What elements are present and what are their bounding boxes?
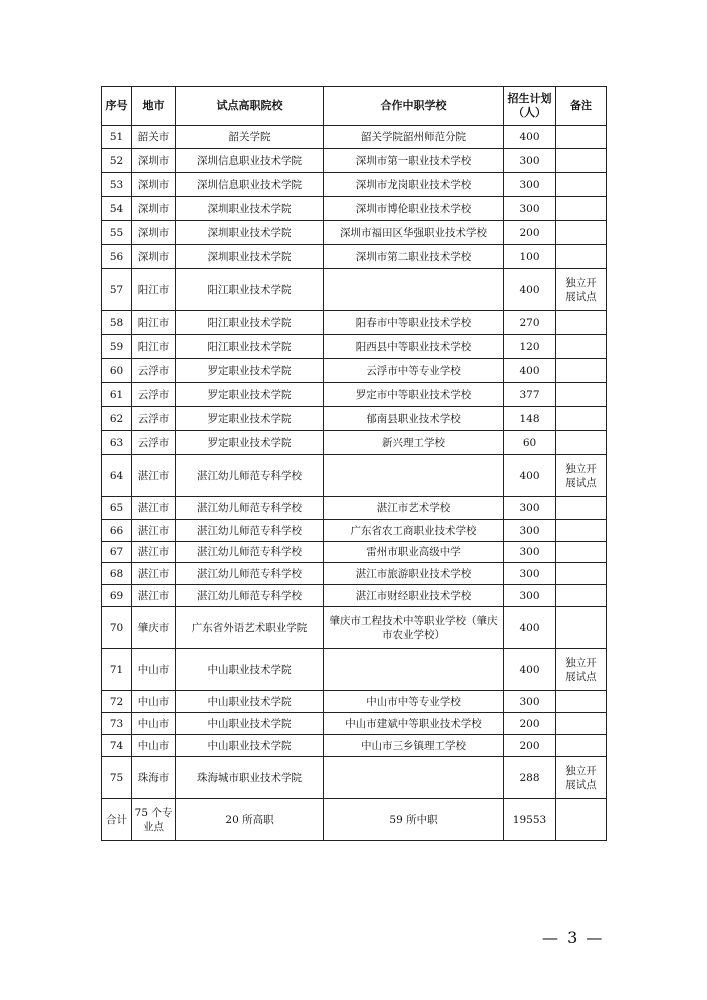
cell-partner: 中山市建斌中等职业技术学校 bbox=[324, 713, 504, 735]
cell-college: 深圳职业技术学院 bbox=[176, 245, 324, 269]
cell-plan: 300 bbox=[504, 173, 556, 197]
cell-plan: 200 bbox=[504, 735, 556, 757]
table-row bbox=[102, 542, 607, 563]
table-row bbox=[102, 359, 607, 383]
cell-college: 湛江幼儿师范专科学校 bbox=[176, 542, 324, 563]
cell-partner: 雷州市职业高级中学 bbox=[324, 542, 504, 563]
cell-city: 深圳市 bbox=[132, 197, 176, 221]
page-number: — 3 — bbox=[542, 928, 605, 947]
cell-partner bbox=[324, 649, 504, 691]
cell-city: 珠海市 bbox=[132, 757, 176, 799]
cell-partner: 韶关学院韶州师范分院 bbox=[324, 126, 504, 149]
cell-partner: 深圳市第一职业技术学校 bbox=[324, 149, 504, 173]
cell-city: 中山市 bbox=[132, 713, 176, 735]
cell-seq: 75 bbox=[102, 757, 132, 799]
cell-college: 罗定职业技术学院 bbox=[176, 359, 324, 383]
cell-plan: 120 bbox=[504, 335, 556, 359]
cell-note bbox=[556, 335, 607, 359]
cell-seq: 69 bbox=[102, 585, 132, 607]
cell-plan: 270 bbox=[504, 311, 556, 335]
cell-college: 深圳信息职业技术学院 bbox=[176, 149, 324, 173]
cell-seq: 74 bbox=[102, 735, 132, 757]
cell-plan: 400 bbox=[504, 455, 556, 497]
cell-note bbox=[556, 497, 607, 520]
cell-city: 湛江市 bbox=[132, 585, 176, 607]
cell-college: 深圳信息职业技术学院 bbox=[176, 173, 324, 197]
cell-note bbox=[556, 383, 607, 407]
cell-note bbox=[556, 407, 607, 431]
total-colleges: 20 所高职 bbox=[176, 799, 324, 841]
cell-college: 湛江幼儿师范专科学校 bbox=[176, 585, 324, 607]
cell-partner: 中山市中等专业学校 bbox=[324, 691, 504, 713]
cell-partner bbox=[324, 269, 504, 311]
cell-plan: 200 bbox=[504, 713, 556, 735]
cell-plan: 400 bbox=[504, 126, 556, 149]
cell-plan: 300 bbox=[504, 585, 556, 607]
cell-plan: 300 bbox=[504, 691, 556, 713]
cell-seq: 73 bbox=[102, 713, 132, 735]
cell-partner bbox=[324, 455, 504, 497]
cell-note bbox=[556, 221, 607, 245]
cell-college: 阳江职业技术学院 bbox=[176, 269, 324, 311]
cell-seq: 56 bbox=[102, 245, 132, 269]
total-note bbox=[556, 799, 607, 841]
cell-seq: 60 bbox=[102, 359, 132, 383]
table-row bbox=[102, 311, 607, 335]
cell-plan: 60 bbox=[504, 431, 556, 455]
cell-college: 罗定职业技术学院 bbox=[176, 407, 324, 431]
cell-seq: 61 bbox=[102, 383, 132, 407]
table-row bbox=[102, 173, 607, 197]
header-note: 备注 bbox=[556, 87, 607, 126]
cell-partner: 阳春市中等职业技术学校 bbox=[324, 311, 504, 335]
table-row bbox=[102, 757, 607, 799]
cell-note bbox=[556, 520, 607, 542]
cell-note bbox=[556, 563, 607, 585]
table-header-row bbox=[102, 87, 607, 126]
total-points: 75 个专业点 bbox=[132, 799, 176, 841]
cell-college: 韶关学院 bbox=[176, 126, 324, 149]
cell-city: 云浮市 bbox=[132, 431, 176, 455]
cell-note: 独立开展试点 bbox=[556, 269, 607, 311]
cell-note bbox=[556, 431, 607, 455]
cell-note bbox=[556, 585, 607, 607]
cell-partner bbox=[324, 757, 504, 799]
table-row bbox=[102, 497, 607, 520]
cell-partner: 新兴理工学校 bbox=[324, 431, 504, 455]
table-row bbox=[102, 691, 607, 713]
cell-partner: 广东省农工商职业技术学校 bbox=[324, 520, 504, 542]
cell-note bbox=[556, 173, 607, 197]
cell-city: 阳江市 bbox=[132, 311, 176, 335]
cell-note bbox=[556, 713, 607, 735]
cell-partner: 中山市三乡镇理工学校 bbox=[324, 735, 504, 757]
header-seq: 序号 bbox=[102, 87, 132, 126]
cell-seq: 63 bbox=[102, 431, 132, 455]
cell-seq: 62 bbox=[102, 407, 132, 431]
cell-city: 中山市 bbox=[132, 691, 176, 713]
cell-note bbox=[556, 245, 607, 269]
cell-partner: 深圳市福田区华强职业技术学校 bbox=[324, 221, 504, 245]
cell-partner: 深圳市第二职业技术学校 bbox=[324, 245, 504, 269]
cell-plan: 300 bbox=[504, 149, 556, 173]
cell-college: 深圳职业技术学院 bbox=[176, 197, 324, 221]
cell-city: 阳江市 bbox=[132, 335, 176, 359]
header-partner: 合作中职学校 bbox=[324, 87, 504, 126]
cell-seq: 52 bbox=[102, 149, 132, 173]
header-city: 地市 bbox=[132, 87, 176, 126]
cell-plan: 300 bbox=[504, 197, 556, 221]
cell-city: 阳江市 bbox=[132, 269, 176, 311]
cell-plan: 400 bbox=[504, 649, 556, 691]
cell-partner: 深圳市博伦职业技术学校 bbox=[324, 197, 504, 221]
table-row bbox=[102, 245, 607, 269]
cell-note bbox=[556, 691, 607, 713]
cell-city: 肇庆市 bbox=[132, 607, 176, 649]
cell-note bbox=[556, 149, 607, 173]
table-row bbox=[102, 563, 607, 585]
cell-partner: 肇庆市工程技术中等职业学校（肇庆市农业学校） bbox=[324, 607, 504, 649]
cell-college: 中山职业技术学院 bbox=[176, 691, 324, 713]
table-row bbox=[102, 713, 607, 735]
cell-plan: 288 bbox=[504, 757, 556, 799]
cell-partner: 阳西县中等职业技术学校 bbox=[324, 335, 504, 359]
table-row bbox=[102, 455, 607, 497]
cell-college: 阳江职业技术学院 bbox=[176, 311, 324, 335]
table-row bbox=[102, 197, 607, 221]
cell-note bbox=[556, 542, 607, 563]
cell-note: 独立开展试点 bbox=[556, 455, 607, 497]
cell-note: 独立开展试点 bbox=[556, 649, 607, 691]
cell-seq: 59 bbox=[102, 335, 132, 359]
cell-college: 中山职业技术学院 bbox=[176, 713, 324, 735]
cell-city: 深圳市 bbox=[132, 149, 176, 173]
cell-plan: 400 bbox=[504, 359, 556, 383]
cell-college: 罗定职业技术学院 bbox=[176, 431, 324, 455]
table-row bbox=[102, 221, 607, 245]
table-row bbox=[102, 585, 607, 607]
cell-seq: 53 bbox=[102, 173, 132, 197]
cell-city: 云浮市 bbox=[132, 383, 176, 407]
cell-plan: 300 bbox=[504, 497, 556, 520]
cell-note bbox=[556, 735, 607, 757]
total-partners: 59 所中职 bbox=[324, 799, 504, 841]
cell-college: 湛江幼儿师范专科学校 bbox=[176, 455, 324, 497]
cell-college: 珠海城市职业技术学院 bbox=[176, 757, 324, 799]
total-plan: 19553 bbox=[504, 799, 556, 841]
cell-city: 湛江市 bbox=[132, 542, 176, 563]
cell-note bbox=[556, 311, 607, 335]
cell-seq: 67 bbox=[102, 542, 132, 563]
cell-partner: 郁南县职业技术学校 bbox=[324, 407, 504, 431]
cell-partner: 湛江市旅游职业技术学校 bbox=[324, 563, 504, 585]
cell-plan: 400 bbox=[504, 607, 556, 649]
cell-plan: 300 bbox=[504, 542, 556, 563]
cell-seq: 71 bbox=[102, 649, 132, 691]
cell-plan: 400 bbox=[504, 269, 556, 311]
total-label: 合计 bbox=[102, 799, 132, 841]
cell-seq: 55 bbox=[102, 221, 132, 245]
cell-seq: 66 bbox=[102, 520, 132, 542]
cell-partner: 湛江市艺术学校 bbox=[324, 497, 504, 520]
table-row bbox=[102, 649, 607, 691]
table-row bbox=[102, 383, 607, 407]
cell-partner: 深圳市龙岗职业技术学校 bbox=[324, 173, 504, 197]
cell-college: 湛江幼儿师范专科学校 bbox=[176, 563, 324, 585]
cell-seq: 72 bbox=[102, 691, 132, 713]
cell-city: 湛江市 bbox=[132, 497, 176, 520]
cell-plan: 300 bbox=[504, 563, 556, 585]
cell-plan: 148 bbox=[504, 407, 556, 431]
cell-college: 湛江幼儿师范专科学校 bbox=[176, 497, 324, 520]
header-college: 试点高职院校 bbox=[176, 87, 324, 126]
header-plan-line1: 招生计划 bbox=[507, 92, 552, 105]
cell-partner: 湛江市财经职业技术学校 bbox=[324, 585, 504, 607]
cell-note bbox=[556, 607, 607, 649]
table-row bbox=[102, 149, 607, 173]
cell-college: 阳江职业技术学院 bbox=[176, 335, 324, 359]
cell-city: 云浮市 bbox=[132, 359, 176, 383]
cell-city: 中山市 bbox=[132, 735, 176, 757]
cell-college: 湛江幼儿师范专科学校 bbox=[176, 520, 324, 542]
header-plan bbox=[504, 87, 556, 126]
cell-partner: 罗定市中等职业技术学校 bbox=[324, 383, 504, 407]
cell-partner: 云浮市中等专业学校 bbox=[324, 359, 504, 383]
cell-seq: 70 bbox=[102, 607, 132, 649]
cell-city: 湛江市 bbox=[132, 520, 176, 542]
table-body bbox=[102, 126, 607, 799]
cell-seq: 57 bbox=[102, 269, 132, 311]
cell-note bbox=[556, 197, 607, 221]
cell-college: 广东省外语艺术职业学院 bbox=[176, 607, 324, 649]
table-row bbox=[102, 735, 607, 757]
cell-college: 深圳职业技术学院 bbox=[176, 221, 324, 245]
cell-seq: 68 bbox=[102, 563, 132, 585]
cell-seq: 54 bbox=[102, 197, 132, 221]
cell-city: 中山市 bbox=[132, 649, 176, 691]
cell-plan: 200 bbox=[504, 221, 556, 245]
table-row bbox=[102, 431, 607, 455]
cell-city: 深圳市 bbox=[132, 245, 176, 269]
cell-plan: 100 bbox=[504, 245, 556, 269]
cell-note bbox=[556, 359, 607, 383]
cell-college: 中山职业技术学院 bbox=[176, 735, 324, 757]
cell-plan: 377 bbox=[504, 383, 556, 407]
cell-city: 韶关市 bbox=[132, 126, 176, 149]
cell-city: 湛江市 bbox=[132, 563, 176, 585]
cell-note bbox=[556, 126, 607, 149]
table-row bbox=[102, 520, 607, 542]
cell-note: 独立开展试点 bbox=[556, 757, 607, 799]
total-row bbox=[102, 799, 607, 841]
table-row bbox=[102, 607, 607, 649]
cell-college: 中山职业技术学院 bbox=[176, 649, 324, 691]
enrollment-table bbox=[101, 86, 607, 841]
cell-city: 深圳市 bbox=[132, 221, 176, 245]
cell-seq: 65 bbox=[102, 497, 132, 520]
cell-seq: 64 bbox=[102, 455, 132, 497]
table-row bbox=[102, 407, 607, 431]
cell-city: 深圳市 bbox=[132, 173, 176, 197]
table-row bbox=[102, 126, 607, 149]
cell-seq: 58 bbox=[102, 311, 132, 335]
table-row bbox=[102, 269, 607, 311]
cell-seq: 51 bbox=[102, 126, 132, 149]
cell-city: 云浮市 bbox=[132, 407, 176, 431]
cell-plan: 300 bbox=[504, 520, 556, 542]
table-row bbox=[102, 335, 607, 359]
cell-college: 罗定职业技术学院 bbox=[176, 383, 324, 407]
header-plan-line2: （人） bbox=[513, 106, 546, 119]
cell-city: 湛江市 bbox=[132, 455, 176, 497]
